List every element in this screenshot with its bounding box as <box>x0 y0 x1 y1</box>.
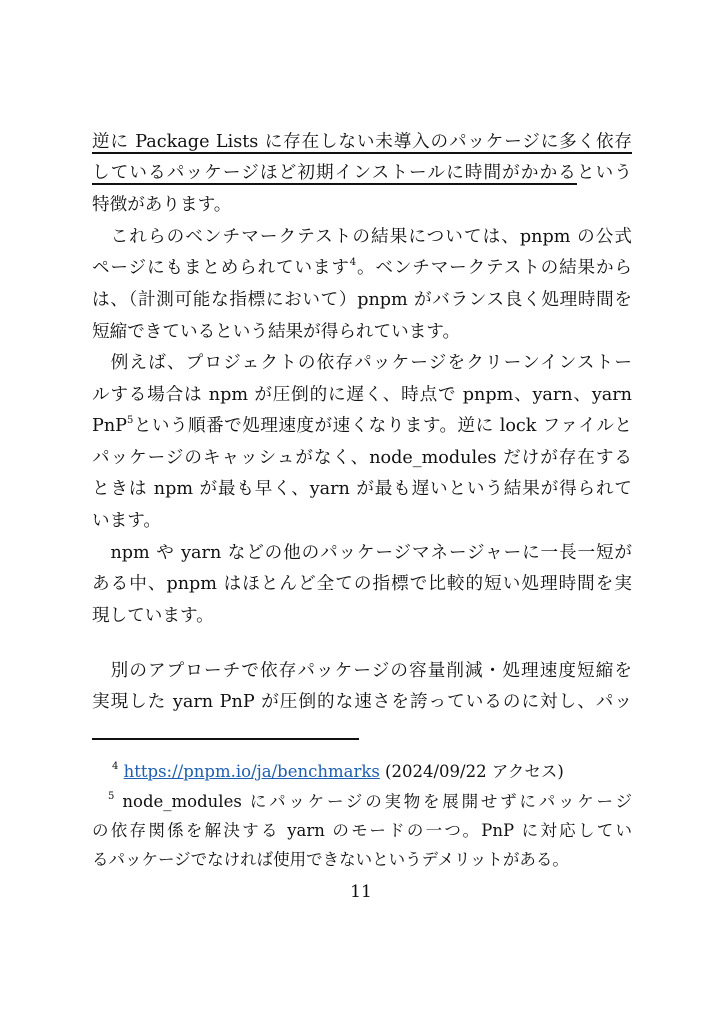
footnote-divider <box>92 738 359 740</box>
body-line: 例えば、プロジェクトの依存パッケージをクリーンインストー <box>92 353 632 373</box>
body-line: 別のアプローチで依存パッケージの容量削減・処理速度短縮を <box>92 661 632 681</box>
body-line: 特徴があります。 <box>92 195 232 215</box>
footnote-4: $^4$ https://pnpm.io/ja/benchmarks (2024/09/22 アクセス) <box>112 761 564 781</box>
footnote-ref-4[interactable]: 4 <box>349 257 357 268</box>
page-number: 11 <box>350 882 372 902</box>
footnote-5-line: $^5$ node_modules にパッケージの実物を展開せずにパッケージ <box>108 791 632 811</box>
body-line: 逆に Package Lists に存在しない未導入のパッケージに多く依存 <box>92 132 632 152</box>
body-line: これらのベンチマークテストの結果については、pnpm の公式 <box>92 227 632 247</box>
body-line: パッケージのキャッシュがなく、node_modules だけが存在する <box>92 448 632 468</box>
body-line: npm や yarn などの他のパッケージマネージャーに一長一短が <box>92 543 632 563</box>
body-line: ページにもまとめられています$^4$。ベンチマークテストの結果から <box>92 257 632 278</box>
footnote-5-line: の依存関係を解決する yarn のモードの一つ。PnP に対応してい <box>92 821 632 840</box>
body-line: 現しています。 <box>92 606 214 626</box>
footnote-ref-5[interactable]: 5 <box>127 415 134 426</box>
footnote-5-line: るパッケージでなければ使用できないというデメリットがある。 <box>92 850 569 869</box>
benchmarks-link[interactable]: https://pnpm.io/ja/benchmarks <box>123 762 380 781</box>
body-line: しているパッケージほど初期インストールに時間がかかるという <box>92 163 632 183</box>
body-line: 短縮できているという結果が得られています。 <box>92 322 461 342</box>
body-line: ある中、pnpm はほとんど全ての指標で比較的短い処理時間を実 <box>92 574 632 594</box>
body-line: PnP$^5$という順番で処理速度が速くなります。逆に lock ファイルと <box>92 415 632 436</box>
body-line: は、（計測可能な指標において）pnpm がバランス良く処理時間を <box>92 290 632 310</box>
body-line: ルする場合は npm が圧倒的に遅く、時点で pnpm、yarn、yarn <box>92 385 632 405</box>
body-line: ときは npm が最も早く、yarn が最も遅いという結果が得られて <box>92 479 632 499</box>
body-line: 実現した yarn PnP が圧倒的な速さを誇っているのに対し、パッ <box>92 692 632 712</box>
body-line: います。 <box>92 511 161 531</box>
